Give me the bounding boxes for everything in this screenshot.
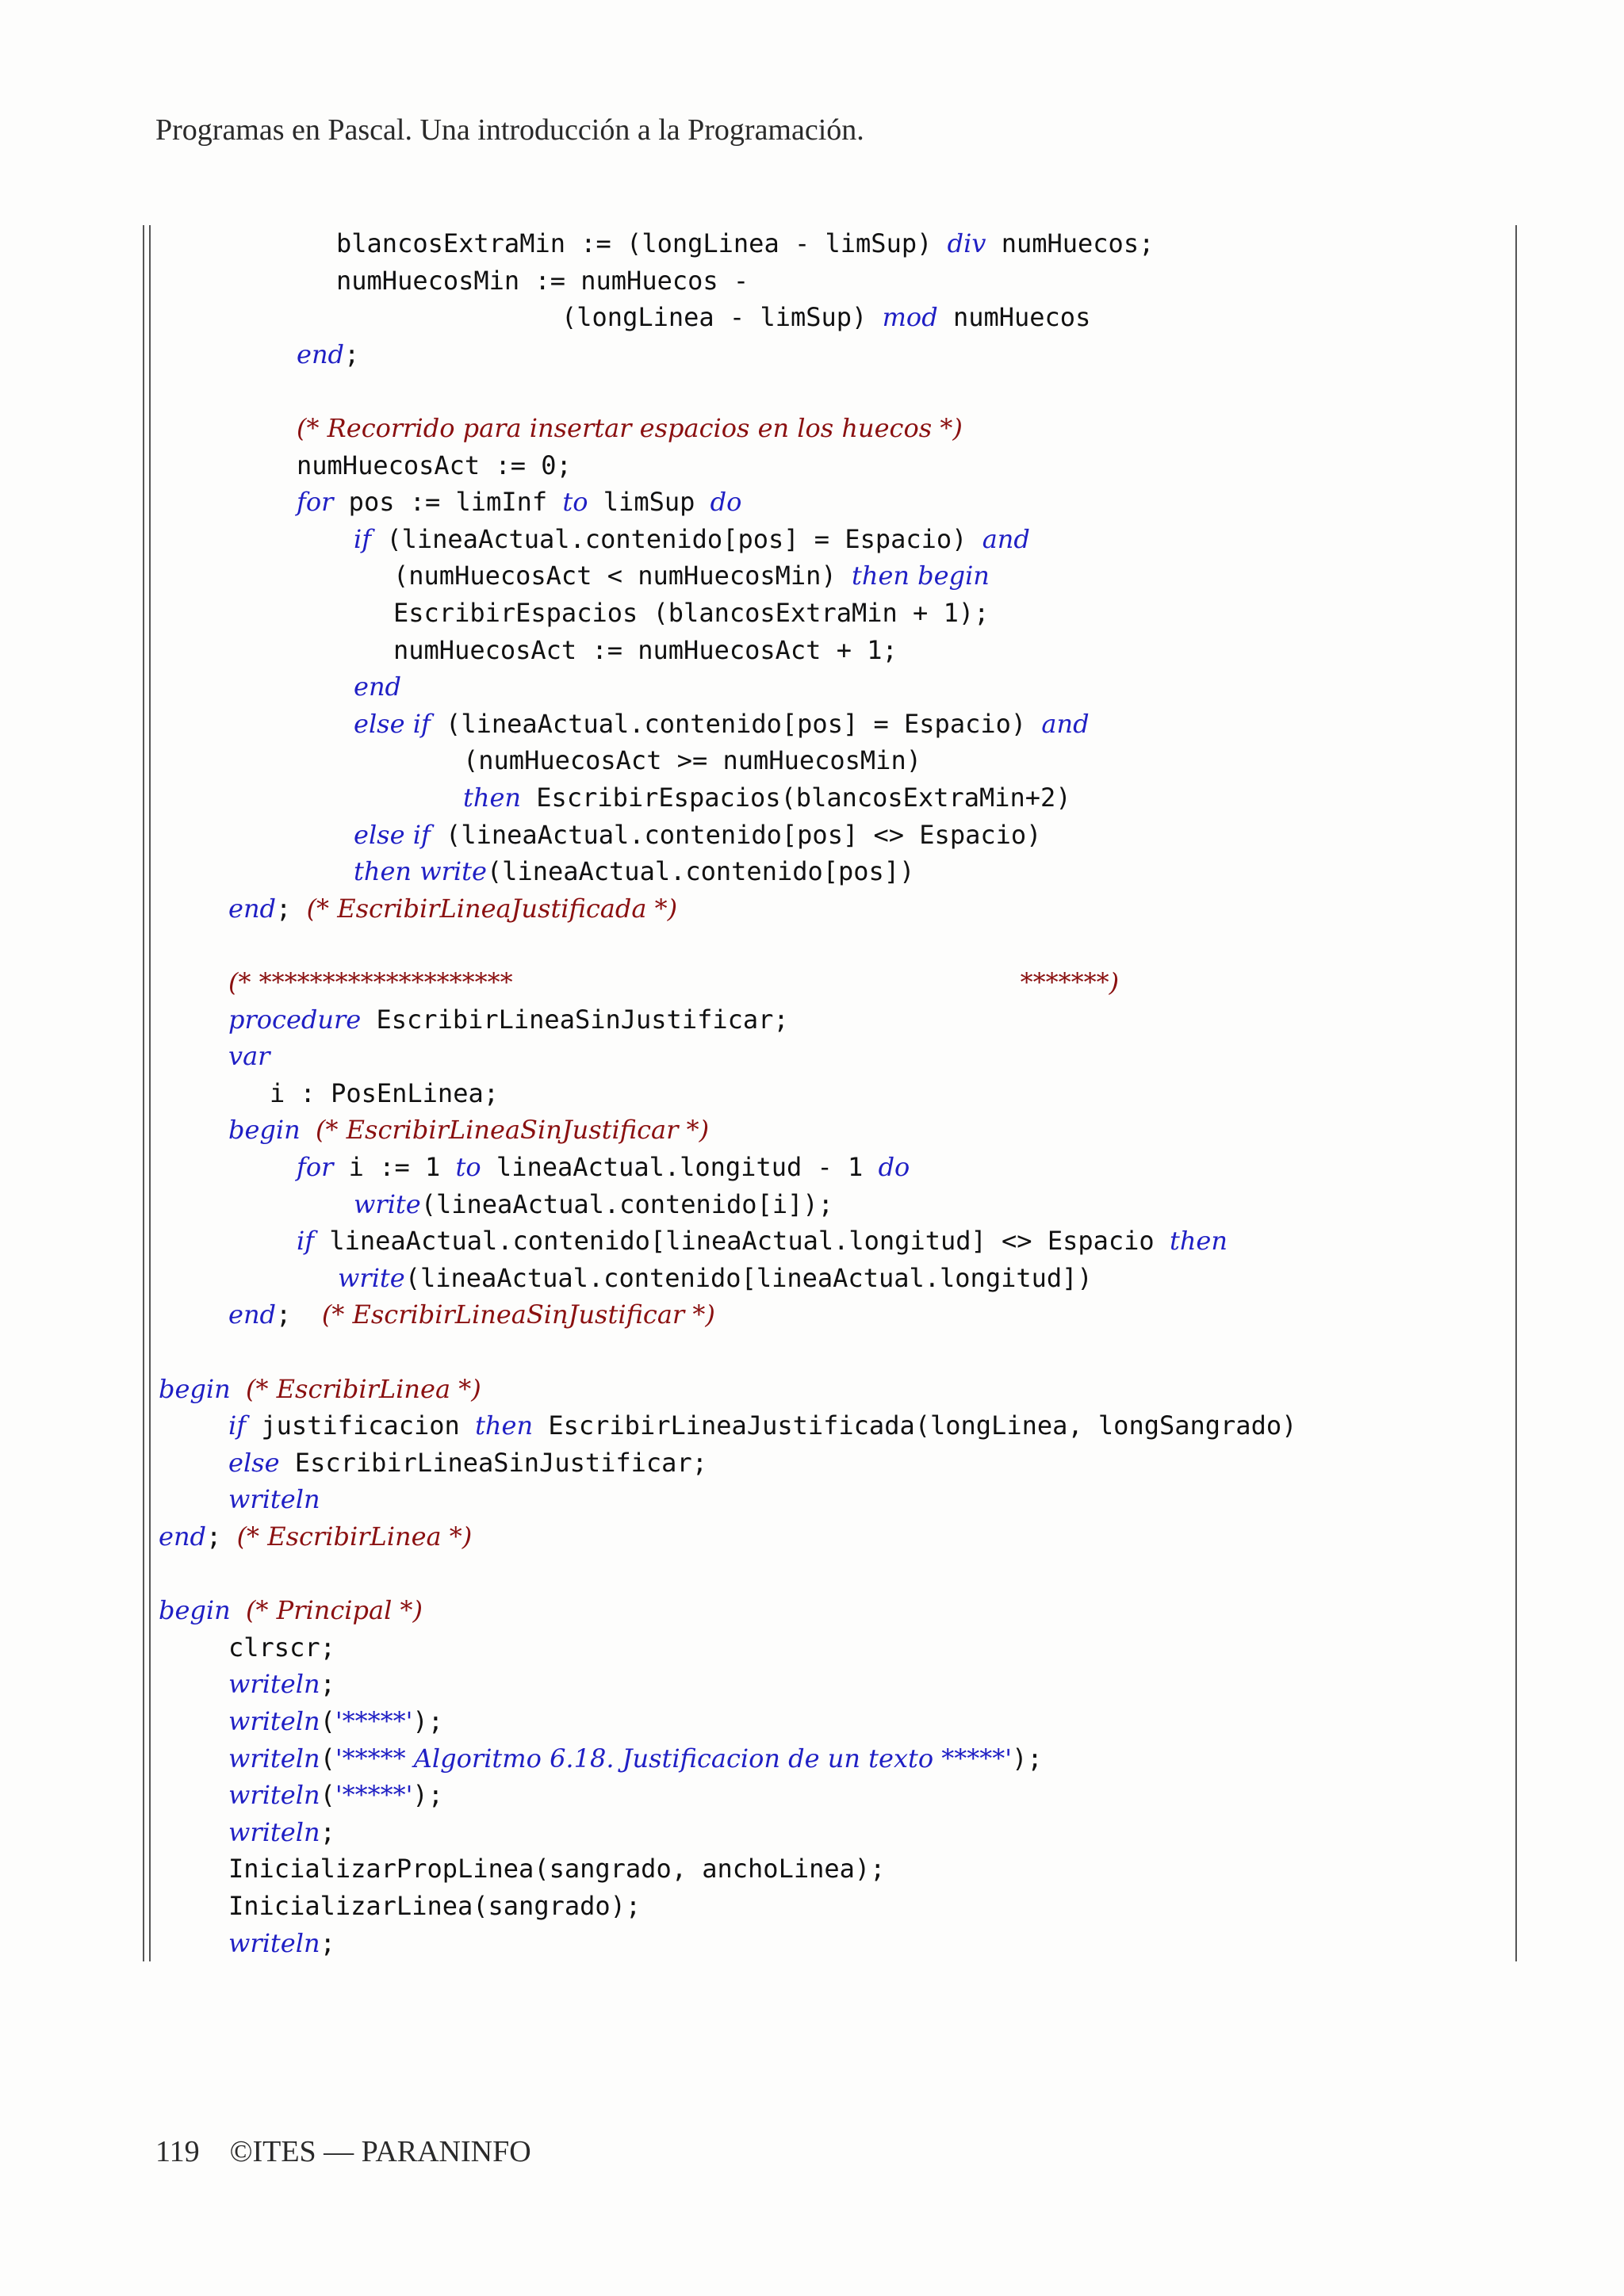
- code-token: lineaActual.longitud - 1: [481, 1152, 879, 1182]
- code-line: [338, 1260, 1093, 1296]
- page-number: 119: [155, 2135, 200, 2168]
- code-line: [228, 1925, 335, 1961]
- code-line: [228, 1038, 270, 1074]
- code-line: [228, 1777, 443, 1813]
- code-token: numHuecosMin := numHuecos -: [336, 266, 749, 296]
- code-token: limSup: [588, 487, 710, 517]
- code-line: [297, 484, 741, 520]
- code-token: (numHuecosAct < numHuecosMin): [393, 561, 852, 591]
- running-header: Programas en Pascal. Una introducción a la Programación.: [155, 113, 864, 147]
- code-line: [336, 262, 749, 299]
- code-line: [228, 1296, 715, 1333]
- keyword-token: begin: [159, 1595, 231, 1625]
- code-token: i : PosEnLinea;: [270, 1078, 499, 1108]
- code-token: (lineaActual.contenido[pos] <> Espacio): [430, 820, 1042, 850]
- keyword-token: div: [947, 228, 986, 258]
- keyword-token: end: [354, 672, 402, 702]
- keyword-token: writeln: [228, 1484, 320, 1514]
- keyword-token: else if: [354, 709, 431, 739]
- comment-token: (* EscribirLineaSinJustificar *): [316, 1115, 710, 1145]
- code-frame-right-rule: [1515, 225, 1517, 1961]
- code-token: (lineaActual.contenido[pos]): [486, 856, 915, 886]
- code-token: ;: [320, 1817, 335, 1847]
- keyword-token: to: [455, 1152, 481, 1182]
- code-line: [228, 1445, 707, 1481]
- keyword-token: end: [228, 1299, 277, 1330]
- keyword-token: and: [1041, 709, 1090, 739]
- code-token: (lineaActual.contenido[pos] = Espacio): [430, 709, 1042, 739]
- code-token: lineaActual.contenido[lineaActual.longitud] <> Espacio: [314, 1226, 1170, 1256]
- code-token: [231, 1595, 246, 1625]
- string-token: '*****': [335, 1706, 413, 1736]
- string-token: '***** Algoritmo 6.18. Justificacion de un texto *****': [335, 1743, 1013, 1774]
- comment-token: *******): [1020, 967, 1120, 997]
- code-token: (: [320, 1743, 335, 1774]
- code-token: justificacion: [246, 1410, 476, 1441]
- code-token: );: [412, 1706, 443, 1736]
- code-line: [228, 1888, 641, 1924]
- code-line: [228, 1407, 1297, 1444]
- comment-token: (* ********************: [228, 967, 513, 997]
- keyword-token: var: [228, 1041, 270, 1071]
- code-token: ;: [276, 1299, 322, 1330]
- code-token: ;: [320, 1928, 335, 1958]
- code-line: [561, 299, 1090, 335]
- keyword-token: end: [228, 894, 277, 924]
- code-line: [463, 779, 1071, 816]
- code-token: (: [320, 1780, 335, 1810]
- code-line: [228, 964, 1119, 1001]
- code-token: numHuecosAct := numHuecosAct + 1;: [393, 635, 898, 665]
- code-token: [231, 1374, 246, 1404]
- comment-token: (* EscribirLineaSinJustificar *): [321, 1299, 715, 1330]
- code-token: (lineaActual.contenido[pos] = Espacio): [371, 524, 982, 554]
- comment-token: (* EscribirLinea *): [246, 1374, 481, 1404]
- keyword-token: for: [297, 487, 334, 517]
- code-token: ;: [276, 894, 307, 924]
- code-token: );: [412, 1780, 443, 1810]
- code-token: (lineaActual.contenido[i]);: [420, 1189, 833, 1219]
- comment-token: (* Recorrido para insertar espacios en los huecos *): [297, 413, 963, 443]
- code-line: [228, 1001, 789, 1038]
- code-token: InicializarLinea(sangrado);: [228, 1891, 642, 1921]
- keyword-token: writeln: [228, 1706, 320, 1736]
- keyword-token: if: [354, 524, 372, 554]
- keyword-token: write: [354, 1189, 421, 1219]
- code-token: numHuecosAct := 0;: [297, 450, 572, 480]
- code-line: [159, 1371, 481, 1407]
- code-token: EscribirLineaJustificada(longLinea, longSangrado): [533, 1410, 1297, 1441]
- code-token: clrscr;: [228, 1632, 335, 1663]
- code-token: EscribirLineaSinJustificar;: [279, 1448, 707, 1478]
- code-line: [228, 1112, 709, 1148]
- code-token: (longLinea - limSup): [561, 302, 883, 332]
- code-line: [336, 225, 1154, 262]
- keyword-token: procedure: [228, 1004, 362, 1035]
- code-line: [463, 742, 921, 779]
- code-line: [297, 447, 572, 484]
- keyword-token: then: [475, 1410, 534, 1441]
- code-line: [228, 1666, 335, 1702]
- code-token: blancosExtraMin := (longLinea - limSup): [336, 228, 948, 258]
- code-token: (lineaActual.contenido[lineaActual.longitud]): [404, 1263, 1093, 1293]
- keyword-token: writeln: [228, 1817, 320, 1847]
- code-token: );: [1012, 1743, 1043, 1774]
- keyword-token: do: [878, 1152, 910, 1182]
- code-line: [228, 1850, 885, 1887]
- keyword-token: writeln: [228, 1780, 320, 1810]
- code-line: [297, 1223, 1228, 1259]
- comment-token: (* EscribirLineaJustificada *): [306, 894, 678, 924]
- code-token: [301, 1115, 316, 1145]
- code-line: [354, 706, 1090, 742]
- code-line: [228, 1629, 335, 1666]
- keyword-token: to: [562, 487, 588, 517]
- code-line: [393, 595, 989, 631]
- string-token: '*****': [335, 1780, 413, 1810]
- keyword-token: writeln: [228, 1743, 320, 1774]
- code-token: ;: [320, 1669, 335, 1699]
- code-line: [354, 817, 1041, 853]
- code-line: [228, 1814, 335, 1850]
- keyword-token: end: [297, 339, 345, 369]
- code-token: (: [320, 1706, 335, 1736]
- code-line: [354, 1186, 833, 1223]
- code-line: [159, 1592, 423, 1628]
- code-line: [297, 336, 359, 373]
- code-token: numHuecos;: [986, 228, 1155, 258]
- code-token: i := 1: [333, 1152, 456, 1182]
- code-line: [228, 1481, 320, 1517]
- keyword-token: if: [297, 1226, 315, 1256]
- keyword-token: for: [297, 1152, 334, 1182]
- code-token: EscribirLineaSinJustificar;: [361, 1004, 789, 1035]
- code-token: pos := limInf: [333, 487, 563, 517]
- code-token: EscribirEspacios(blancosExtraMin+2): [521, 783, 1071, 813]
- keyword-token: writeln: [228, 1928, 320, 1958]
- keyword-token: writeln: [228, 1669, 320, 1699]
- code-line: [297, 1149, 910, 1185]
- copyright-notice: ©ITES — PARANINFO: [229, 2135, 531, 2168]
- code-token: EscribirEspacios (blancosExtraMin + 1);: [393, 598, 990, 628]
- code-line: [393, 632, 898, 668]
- keyword-token: else if: [354, 820, 431, 850]
- code-line: [393, 557, 990, 594]
- code-line: [228, 890, 677, 927]
- code-token: (numHuecosAct >= numHuecosMin): [463, 745, 921, 775]
- keyword-token: end: [159, 1521, 207, 1552]
- code-line: [159, 1518, 472, 1555]
- keyword-token: do: [710, 487, 742, 517]
- page-footer: [155, 2134, 531, 2169]
- code-token: InicializarPropLinea(sangrado, anchoLinea);: [228, 1854, 886, 1884]
- keyword-token: mod: [882, 302, 938, 332]
- code-line: [270, 1075, 499, 1112]
- code-line: [354, 853, 914, 890]
- keyword-token: then write: [354, 856, 487, 886]
- code-token: ;: [206, 1521, 237, 1552]
- keyword-token: then: [463, 783, 522, 813]
- keyword-token: begin: [228, 1115, 301, 1145]
- code-frame-left-rule: [143, 225, 144, 1961]
- keyword-token: write: [338, 1263, 405, 1293]
- comment-token: (* Principal *): [246, 1595, 423, 1625]
- code-frame-left-rule-inner: [149, 225, 151, 1961]
- code-line: [228, 1740, 1043, 1777]
- code-token: ;: [344, 339, 360, 369]
- code-line: [354, 521, 1030, 557]
- code-token: numHuecos: [937, 302, 1091, 332]
- code-line: [228, 1703, 443, 1739]
- code-line: [354, 668, 401, 705]
- keyword-token: else: [228, 1448, 280, 1478]
- keyword-token: then begin: [851, 561, 990, 591]
- code-line: [297, 410, 963, 446]
- keyword-token: if: [228, 1410, 247, 1441]
- keyword-token: begin: [159, 1374, 231, 1404]
- keyword-token: then: [1169, 1226, 1228, 1256]
- keyword-token: and: [982, 524, 1030, 554]
- comment-token: (* EscribirLinea *): [236, 1521, 473, 1552]
